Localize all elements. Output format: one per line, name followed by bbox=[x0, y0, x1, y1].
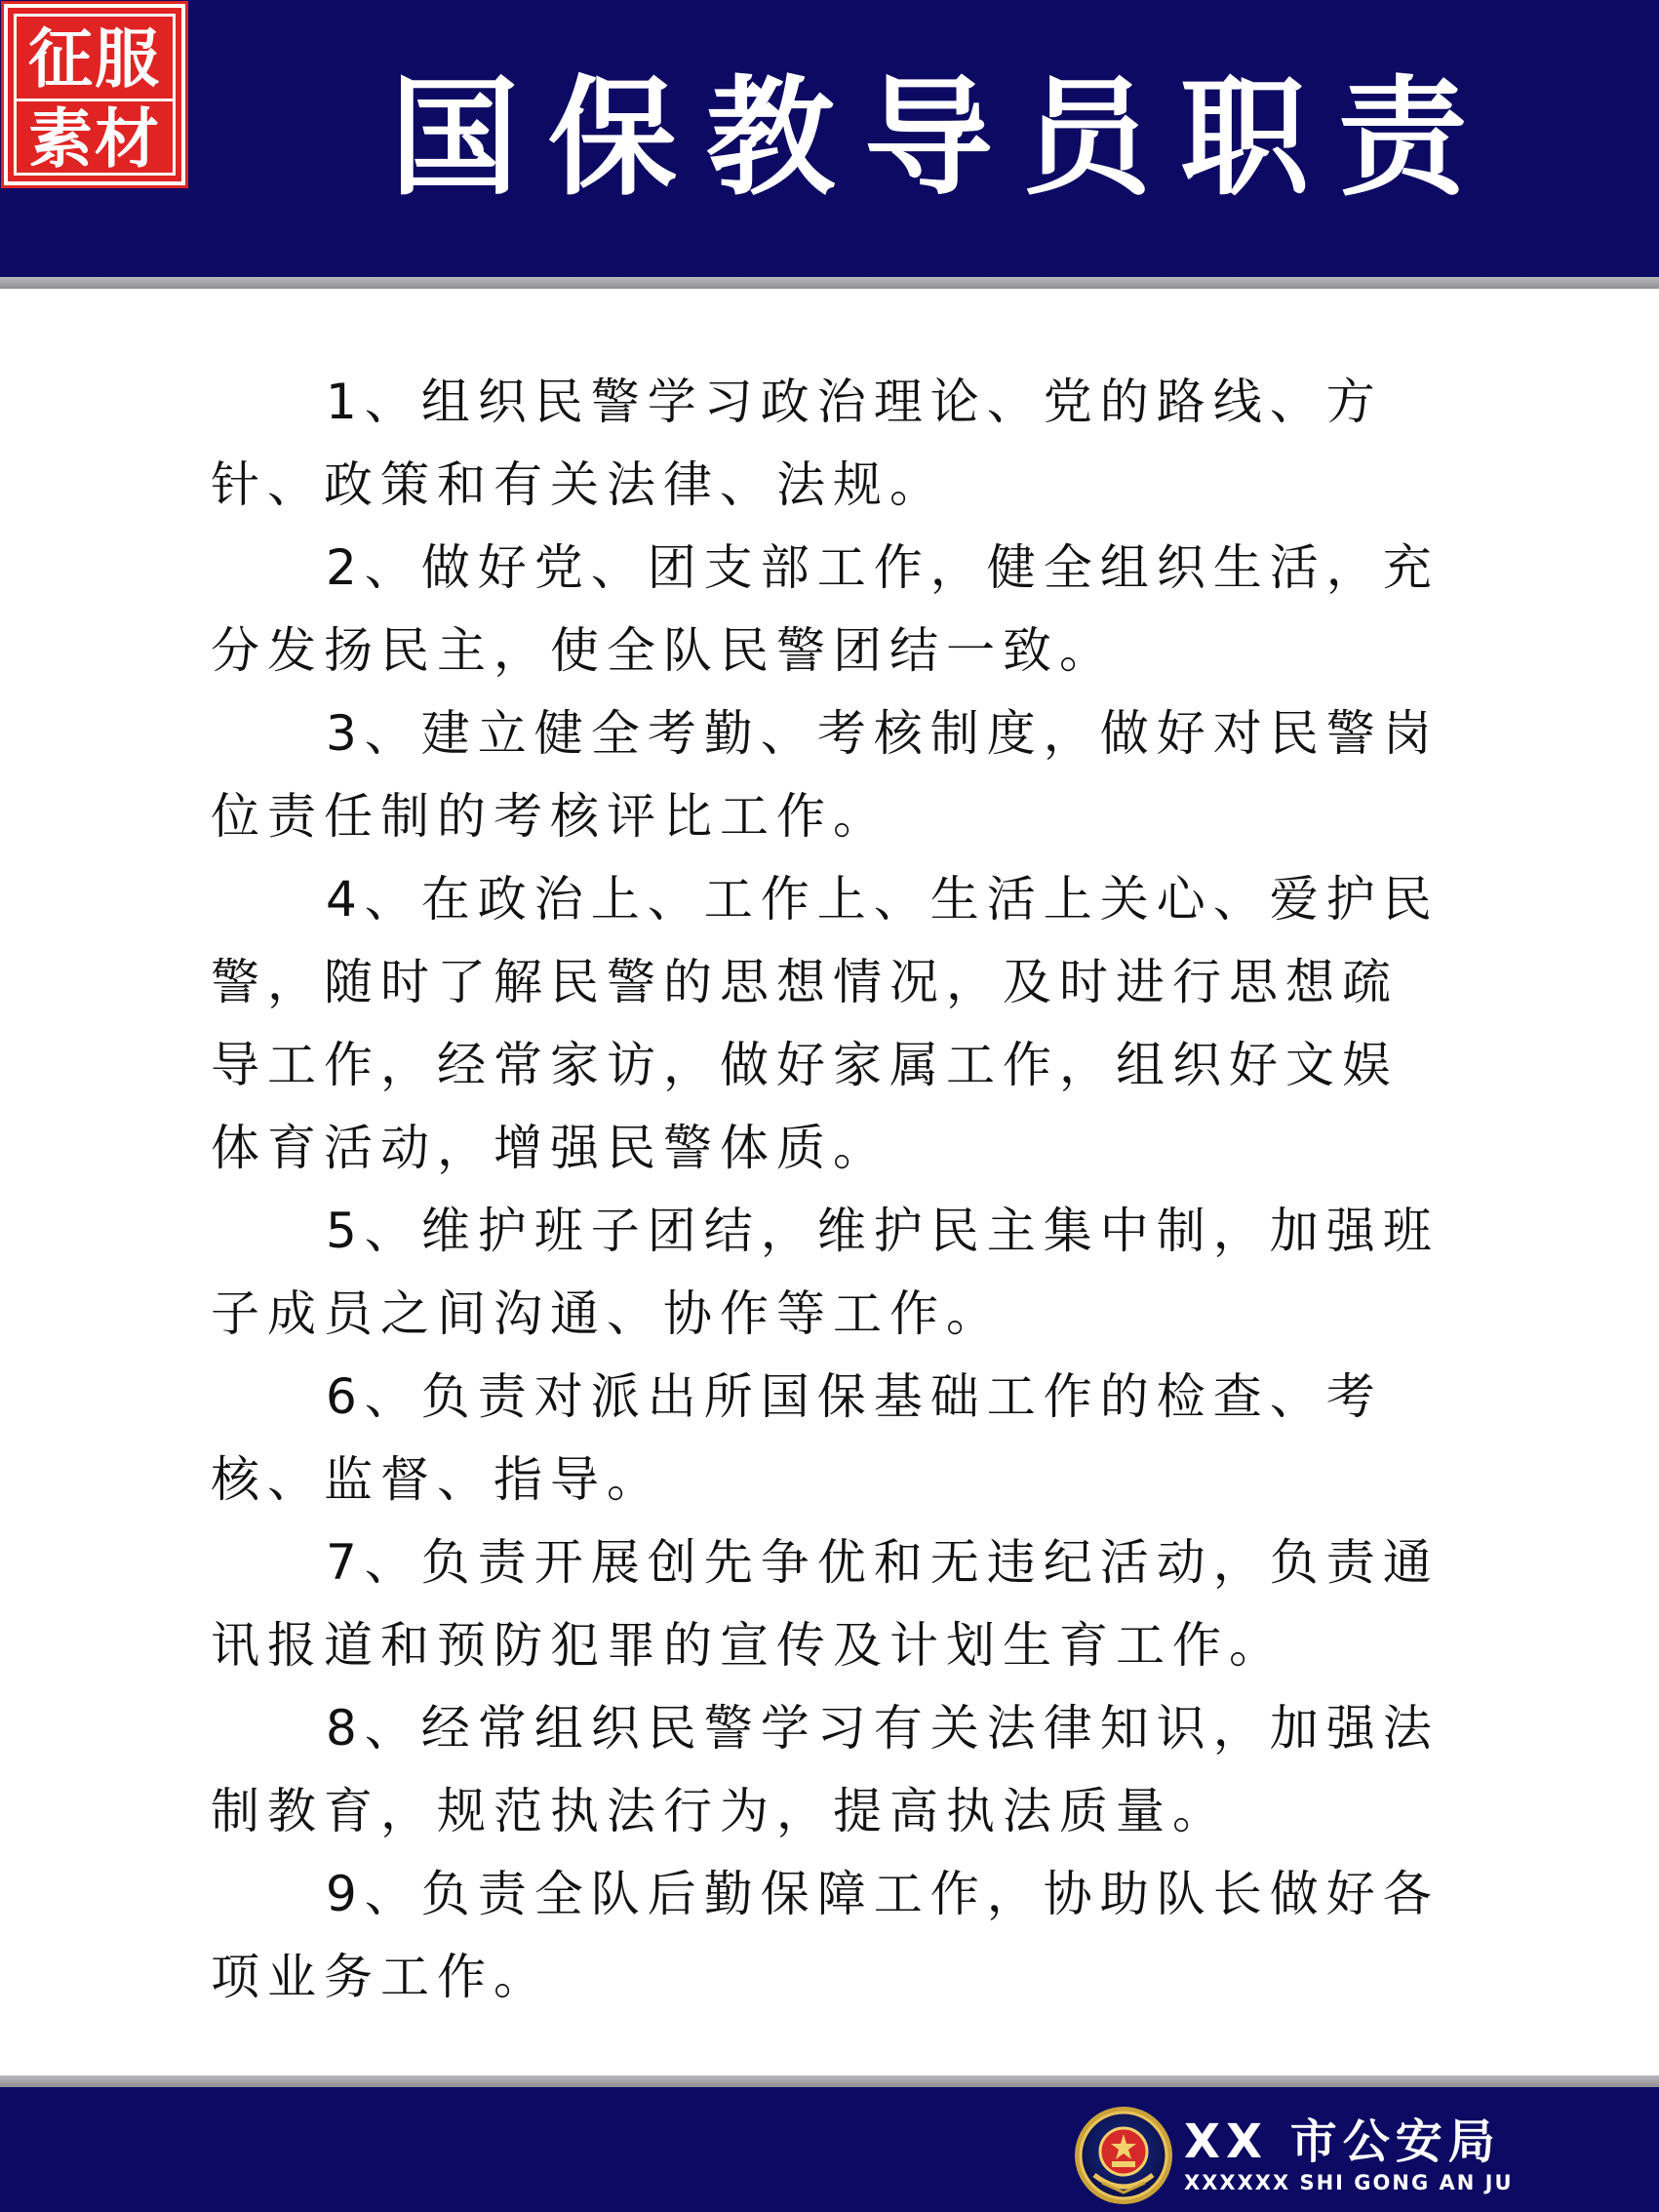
duty-item-8: 8、经常组织民警学习有关法律知识，加强法制教育，规范执法行为，提高执法质量。 bbox=[211, 1700, 1440, 1839]
police-emblem-icon bbox=[1073, 2105, 1174, 2206]
duty-item-1: 1、组织民警学习政治理论、党的路线、方针、政策和有关法律、法规。 bbox=[211, 374, 1383, 513]
duty-item-2: 2、做好党、团支部工作，健全组织生活，充分发扬民主，使全队民警团结一致。 bbox=[211, 539, 1440, 679]
duty-item-4: 4、在政治上、工作上、生活上关心、爱护民警，随时了解民警的思想情况，及时进行思想疏导工作，经常家访，做好家属工作，组织好文娱体育活动，增强民警体质。 bbox=[211, 871, 1440, 1176]
duty-item-5: 5、维护班子团结，维护民主集中制，加强班子成员之间沟通、协作等工作。 bbox=[211, 1203, 1440, 1342]
stamp-line-1: 征服 bbox=[28, 21, 161, 97]
duties-list bbox=[211, 361, 1454, 2019]
page-title: 国保教导员职责 bbox=[390, 63, 1496, 214]
duty-item-7: 7、负责开展创先争优和无违纪活动，负责通讯报道和预防犯罪的宣传及计划生育工作。 bbox=[211, 1534, 1440, 1674]
footer-divider bbox=[0, 2075, 1659, 2087]
footer-org-pinyin: XXXXXX SHI GONG AN JU bbox=[1184, 2171, 1514, 2194]
footer-org-name: XX 市公安局 bbox=[1184, 2114, 1501, 2169]
duty-item-6: 6、负责对派出所国保基础工作的检查、考核、监督、指导。 bbox=[211, 1368, 1383, 1508]
duty-item-3: 3、建立健全考勤、考核制度，做好对民警岗位责任制的考核评比工作。 bbox=[211, 705, 1440, 845]
header-divider bbox=[0, 277, 1659, 289]
stamp-line-2: 素材 bbox=[28, 101, 161, 177]
stamp-frame bbox=[14, 14, 176, 176]
watermark-stamp bbox=[4, 4, 185, 185]
duty-item-9: 9、负责全队后勤保障工作，协助队长做好各项业务工作。 bbox=[211, 1866, 1440, 2005]
header-banner bbox=[0, 0, 1659, 277]
